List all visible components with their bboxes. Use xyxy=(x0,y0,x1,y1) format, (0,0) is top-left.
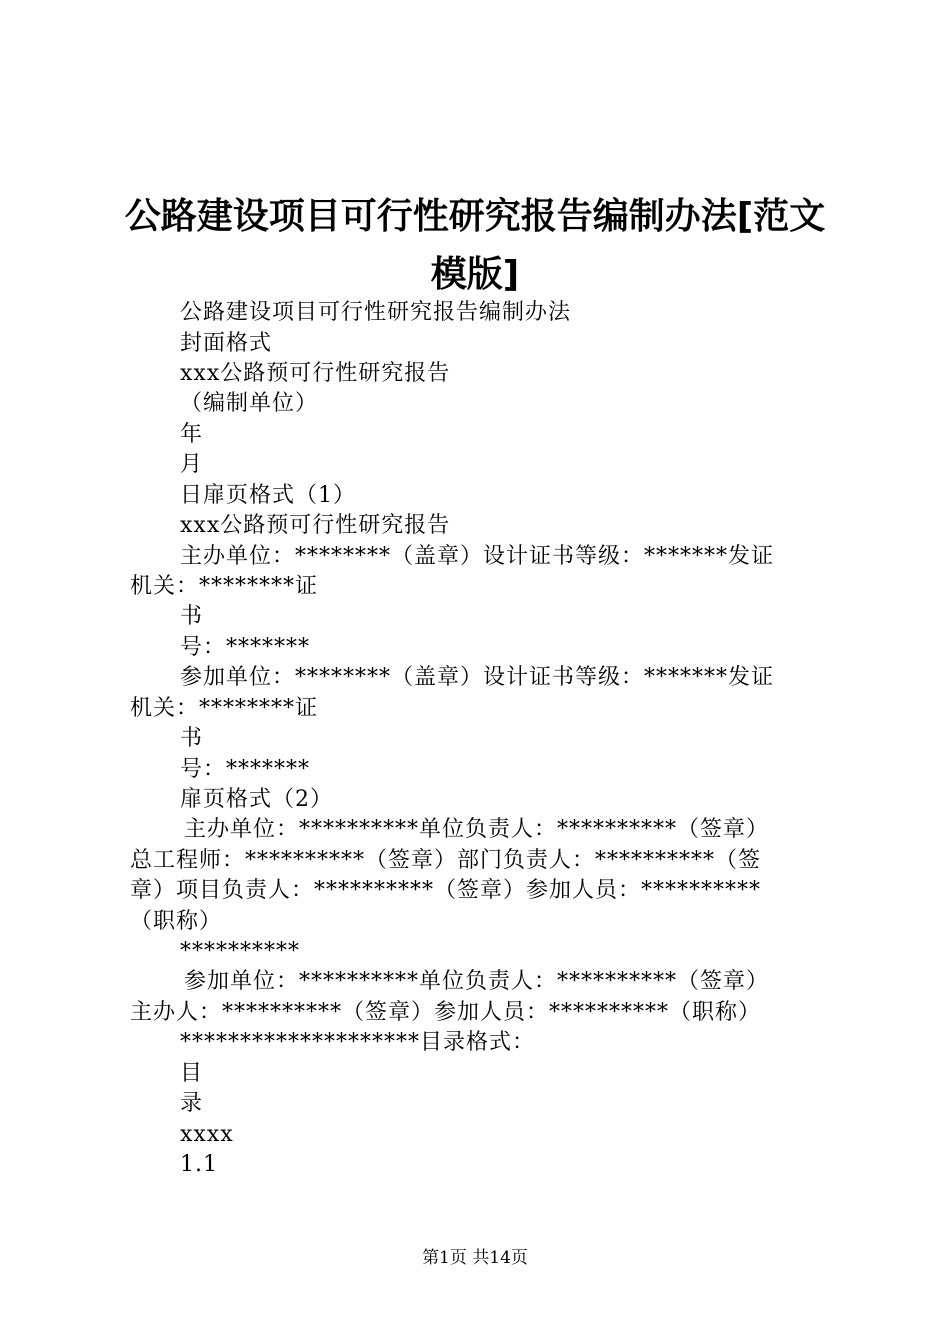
body-line: 参加单位：**********单位负责人：**********（签章） xyxy=(184,969,770,994)
body-line: 主办人：**********（签章）参加人员：**********（职称） xyxy=(130,1000,762,1025)
body-line: 主办单位：**********单位负责人：**********（签章） xyxy=(184,817,770,842)
body-line: 目 xyxy=(180,1061,204,1086)
body-line: 书 xyxy=(180,604,204,629)
body-line: xxx公路预可行性研究报告 xyxy=(180,361,451,386)
body-line: xxxx xyxy=(180,1122,234,1147)
body-line: 号：******* xyxy=(180,635,311,660)
body-line: 总工程师：**********（签章）部门负责人：**********（签 xyxy=(130,848,762,873)
body-line: 月 xyxy=(180,452,204,477)
body-line: 扉页格式（2） xyxy=(180,787,333,812)
body-line: 主办单位：********（盖章）设计证书等级：*******发证 xyxy=(180,544,775,569)
body-line: 章）项目负责人：**********（签章）参加人员：********** xyxy=(130,878,762,903)
body-line: 封面格式 xyxy=(180,331,273,356)
body-line: 日扉页格式（1） xyxy=(180,483,356,508)
body-line: 公路建设项目可行性研究报告编制办法 xyxy=(180,300,572,325)
body-line: 参加单位：********（盖章）设计证书等级：*******发证 xyxy=(180,665,775,690)
body-line: 机关：********证 xyxy=(130,696,319,721)
body-line: xxx公路预可行性研究报告 xyxy=(180,513,451,538)
body-line: 号：******* xyxy=(180,757,311,782)
document-title-line-2: 模版] xyxy=(430,254,520,295)
body-line: 机关：********证 xyxy=(130,574,319,599)
body-line: （编制单位） xyxy=(180,391,319,416)
body-line: 年 xyxy=(180,422,204,447)
body-line: ********** xyxy=(180,939,300,964)
body-line: （职称） xyxy=(130,909,223,934)
body-line: 1.1 xyxy=(180,1152,218,1177)
document-title-line-1: 公路建设项目可行性研究报告编制办法[范文 xyxy=(124,196,826,237)
page-number-footer: 第1页 共14页 xyxy=(422,1248,528,1268)
body-line: 录 xyxy=(180,1091,204,1116)
body-line: ********************目录格式： xyxy=(180,1030,536,1055)
body-line: 书 xyxy=(180,726,204,751)
